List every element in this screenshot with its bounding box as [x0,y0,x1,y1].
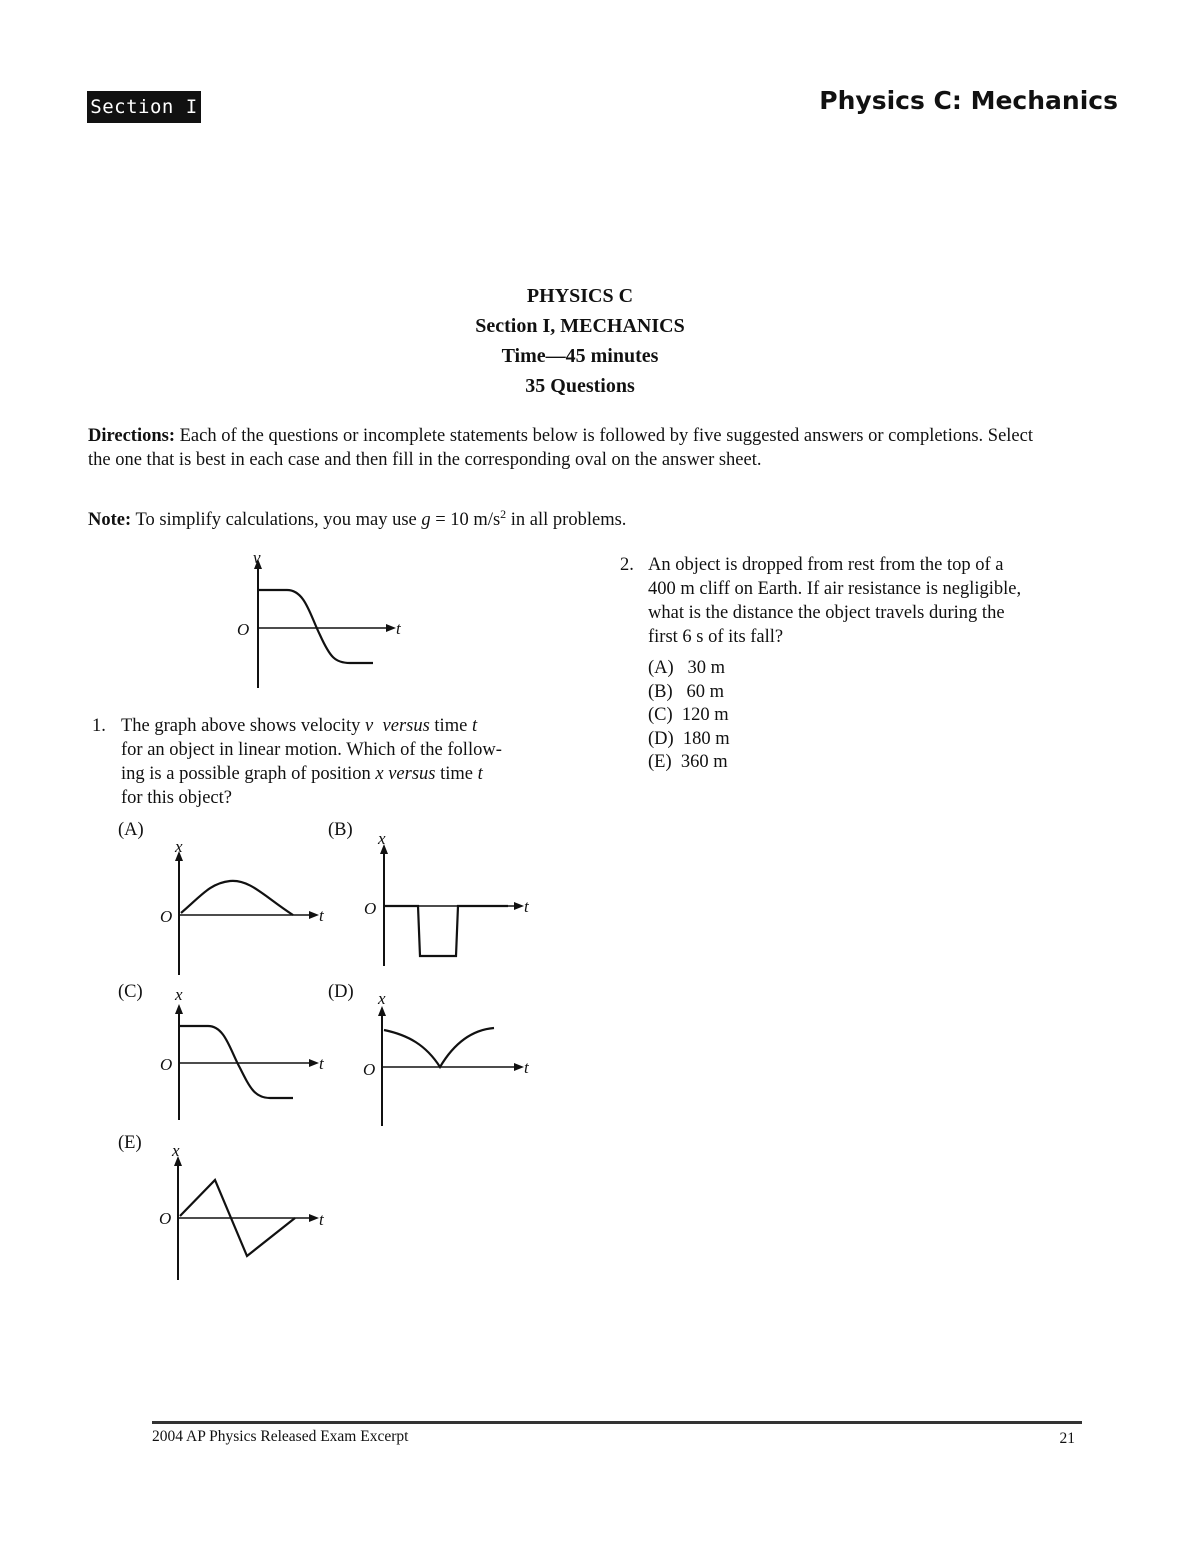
footer-rule [152,1421,1082,1424]
velocity-time-graph [225,545,415,695]
g-symbol: g [421,510,431,531]
q2-answer-list [648,657,730,775]
q1-line3: ing is a possible graph of position [121,764,371,784]
option-d-origin: O [363,1060,376,1079]
q1-line4: for this object? [121,788,232,808]
option-a-graph [150,835,335,980]
option-b-t-label: t [524,897,529,916]
exam-title: PHYSICS C [526,285,634,307]
note [88,502,1048,532]
note-label: Note: [88,510,132,531]
q2-line1: An object is dropped from rest from the top of a [648,555,1004,575]
velocity-curve [258,590,373,663]
option-b-label: (B) [328,820,353,840]
option-c-x-label: x [175,988,183,1004]
option-d-graph [358,990,543,1130]
note-text-after: in all problems. [510,510,627,531]
directions [88,424,1048,472]
v-axis-label: v [253,548,261,567]
q2-answer-d: (D) 180 m [648,728,730,749]
q1-t-2: t [477,764,483,784]
q1-line2: for an object in linear motion. Which of the follow- [121,740,502,760]
option-d-label: (D) [328,982,354,1002]
t-axis-label: t [396,619,401,638]
option-c-t-label: t [319,1054,324,1073]
option-c-curve [179,1026,293,1098]
q2-line2: 400 m cliff on Earth. If air resistance is negligible, [648,579,1022,599]
option-a-origin: O [160,907,173,926]
option-d-x-label: x [378,990,386,1008]
q1-t-1: t [471,716,478,736]
q1-x: x [375,764,384,784]
page-number: 21 [1059,1430,1075,1447]
exponent: 2 [500,507,507,521]
q1-v: v [365,716,374,736]
option-e-graph [150,1140,335,1285]
directions-label: Directions: [88,426,175,446]
option-a-t-label: t [319,906,324,925]
g-value: = 10 m/s [430,510,501,531]
question-1-number: 1. [92,716,106,736]
question-2-number: 2. [620,555,634,575]
option-e-origin: O [159,1209,172,1228]
q2-answer-b: (B) 60 m [648,681,725,702]
directions-text: Each of the questions or incomplete statements below is followed by five suggested answers or completions. Select the one that is best in each case and then fill in the corresponding oval on the answer sheet. [88,426,1033,470]
option-b-x-label: x [378,829,386,848]
q2-line3: what is the distance the object travels during the [648,603,1005,623]
q2-line4: first 6 s of its fall? [648,627,784,647]
option-b-graph [358,828,543,973]
section-tag: Section I [87,91,201,123]
option-b-origin: O [364,899,377,918]
q2-answer-e: (E) 360 m [648,752,728,772]
subject-title: Physics C: Mechanics [819,86,1118,115]
option-d-curve [384,1028,494,1067]
t-axis-arrow [386,624,396,632]
footer-source: 2004 AP Physics Released Exam Excerpt [152,1428,409,1445]
q1-time-1: time [434,716,468,736]
time-limit: Time—45 minutes [501,345,659,367]
q1-line1: The graph above shows velocity [121,716,361,736]
option-c-origin: O [160,1055,173,1074]
q1-time-2: time [440,764,473,784]
option-b-curve [384,906,508,956]
q1-versus-1: versus [382,716,430,736]
origin-label: O [237,620,250,639]
option-e-t-label: t [319,1210,324,1229]
option-c-label: (C) [118,982,143,1002]
section-name: Section I, MECHANICS [475,315,685,337]
q2-answer-c: (C) 120 m [648,705,729,725]
note-text-before: To simplify calculations, you may use [135,510,417,531]
option-a-x-label: x [175,837,183,856]
option-d-t-label: t [524,1058,529,1077]
option-a-label: (A) [118,820,144,840]
option-c-graph [150,988,335,1128]
option-a-curve [181,881,293,915]
q1-versus-2: versus [388,764,436,784]
option-e-x-label: x [172,1141,180,1160]
q2-answer-a: (A) 30 m [648,658,726,678]
option-e-label: (E) [118,1133,142,1153]
question-count: 35 Questions [525,375,635,397]
